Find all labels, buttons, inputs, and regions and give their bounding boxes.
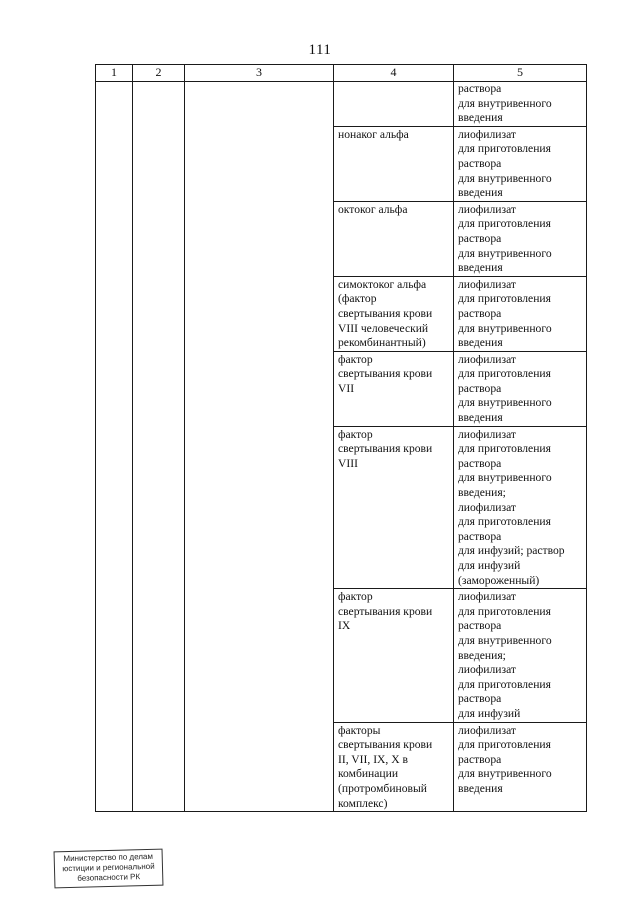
dosage-form-cell bbox=[454, 201, 587, 276]
cell-text-line: II, VII, IX, X в bbox=[338, 752, 408, 766]
cell-text-line: (фактор bbox=[338, 292, 377, 306]
cell-text-line: введения; bbox=[458, 648, 506, 662]
medicine-name-cell bbox=[334, 201, 454, 276]
cell-text-line: введения bbox=[458, 411, 503, 425]
cell-text-line: раствора bbox=[458, 529, 502, 543]
cell-text-line: для приготовления bbox=[458, 515, 551, 529]
cell-text-line: раствора bbox=[458, 156, 502, 170]
stamp-line: Министерство по делам bbox=[63, 851, 154, 864]
medicine-name-cell bbox=[334, 351, 454, 426]
cell-text-line: фактор bbox=[338, 352, 373, 366]
cell-text-line: для приготовления bbox=[458, 217, 551, 231]
cell-text-line: лиофилизат bbox=[458, 590, 516, 604]
column-header-3: 3 bbox=[185, 65, 334, 82]
cell-text-line: для внутривенного bbox=[458, 171, 552, 185]
dosage-form-cell bbox=[454, 589, 587, 722]
cell-text-line: для приготовления bbox=[458, 442, 551, 456]
cell-text-line: комбинации bbox=[338, 767, 399, 781]
cell-text-line: для приготовления bbox=[458, 604, 551, 618]
cell-text-line: (протромбиновый bbox=[338, 781, 427, 795]
cell-text-line: свертывания крови bbox=[338, 738, 433, 752]
medicine-name-cell bbox=[334, 589, 454, 722]
cell-text-line: для внутривенного bbox=[458, 767, 552, 781]
cell-text-line: раствора bbox=[458, 619, 502, 633]
cell-text-line: VIII человеческий bbox=[338, 321, 429, 335]
cell-text-line: октоког альфа bbox=[338, 202, 408, 216]
cell-text-line: раствора bbox=[458, 752, 502, 766]
cell-text-line: для инфузий bbox=[458, 559, 521, 572]
dosage-form-cell bbox=[454, 82, 587, 127]
cell-text-line: раствора bbox=[458, 306, 502, 320]
cell-text-line: факторы bbox=[338, 723, 381, 737]
cell-text-line: введения bbox=[458, 261, 503, 275]
column-header-1: 1 bbox=[96, 65, 133, 82]
medicine-name-cell bbox=[334, 722, 454, 812]
cell-text-line: для приготовления bbox=[458, 677, 551, 691]
cell-text-line: раствора bbox=[458, 231, 502, 245]
cell-text-line: свертывания крови bbox=[338, 367, 433, 381]
column-3-cell bbox=[185, 82, 334, 812]
cell-text-line: введения bbox=[458, 336, 503, 350]
cell-text-line: для внутривенного bbox=[458, 96, 552, 110]
cell-text-line: для приготовления bbox=[458, 142, 551, 156]
cell-text-line: нонаког альфа bbox=[338, 127, 409, 141]
cell-text-line: введения; bbox=[458, 486, 506, 500]
cell-text-line: введения bbox=[458, 111, 503, 125]
dosage-form-cell bbox=[454, 276, 587, 351]
cell-text-line: для внутривенного bbox=[458, 321, 552, 335]
cell-text-line: введения bbox=[458, 186, 503, 200]
medicine-name-cell bbox=[334, 276, 454, 351]
cell-text-line: лиофилизат bbox=[458, 202, 516, 216]
cell-text-line: IX bbox=[338, 619, 351, 633]
cell-text-line: свертывания крови bbox=[338, 306, 433, 320]
dosage-form-cell bbox=[454, 722, 587, 812]
cell-text-line: для инфузий bbox=[458, 706, 521, 720]
column-header-4: 4 bbox=[334, 65, 454, 82]
table-body bbox=[96, 82, 587, 812]
stamp-line: юстиции и региональной bbox=[62, 861, 155, 874]
medicine-name-cell bbox=[334, 426, 454, 589]
cell-text-line: для внутривенного bbox=[458, 633, 552, 647]
cell-text-line: фактор bbox=[338, 590, 373, 604]
cell-text-line: введения bbox=[458, 781, 503, 795]
cell-text-line: лиофилизат bbox=[458, 352, 516, 366]
cell-text-line: для приготовления bbox=[458, 292, 551, 306]
cell-text-line: для приготовления bbox=[458, 367, 551, 381]
cell-text-line: свертывания крови bbox=[338, 442, 433, 456]
cell-text-line: для внутривенного bbox=[458, 471, 552, 485]
cell-text-line: лиофилизат bbox=[458, 500, 516, 514]
cell-text-line: лиофилизат bbox=[458, 427, 516, 441]
cell-text-line: свертывания крови bbox=[338, 604, 433, 618]
cell-text-line: комплекс) bbox=[338, 796, 388, 810]
cell-text-line: VII bbox=[338, 381, 355, 395]
cell-text-line: раствора bbox=[458, 692, 502, 706]
page-number: 111 bbox=[308, 42, 332, 58]
stamp-line: безопасности РК bbox=[77, 872, 141, 883]
cell-text-line: лиофилизат bbox=[458, 277, 516, 291]
dosage-form-cell bbox=[454, 426, 587, 589]
dosage-form-cell bbox=[454, 126, 587, 201]
cell-text-line: для приготовления bbox=[458, 738, 551, 752]
medicine-name-cell bbox=[334, 82, 454, 127]
table-header-row bbox=[96, 65, 587, 82]
cell-text-line: фактор bbox=[338, 427, 373, 441]
table-row bbox=[96, 82, 587, 127]
cell-text-line: лиофилизат bbox=[458, 127, 516, 141]
dosage-form-cell bbox=[454, 351, 587, 426]
cell-text-line: раствора bbox=[458, 381, 502, 395]
column-2-cell bbox=[133, 82, 185, 812]
column-header-5: 5 bbox=[454, 65, 587, 82]
cell-text-line: рекомбинантный) bbox=[338, 336, 426, 350]
cell-text-line: для внутривенного bbox=[458, 246, 552, 260]
cell-text-line: лиофилизат bbox=[458, 723, 516, 737]
medicine-name-cell bbox=[334, 126, 454, 201]
column-header-2: 2 bbox=[133, 65, 185, 82]
cell-text-line: лиофилизат bbox=[458, 663, 516, 677]
cell-text-line: симоктоког альфа bbox=[338, 277, 427, 291]
cell-text-line: VIII bbox=[338, 456, 358, 470]
cell-text-line: раствора bbox=[458, 82, 502, 95]
medicine-table bbox=[95, 64, 587, 812]
cell-text-line: для инфузий; раствор bbox=[458, 544, 565, 558]
cell-text-line: (замороженный) bbox=[458, 573, 540, 587]
column-1-cell bbox=[96, 82, 133, 812]
cell-text-line: раствора bbox=[458, 456, 502, 470]
registration-stamp bbox=[54, 849, 164, 889]
cell-text-line: для внутривенного bbox=[458, 396, 552, 410]
